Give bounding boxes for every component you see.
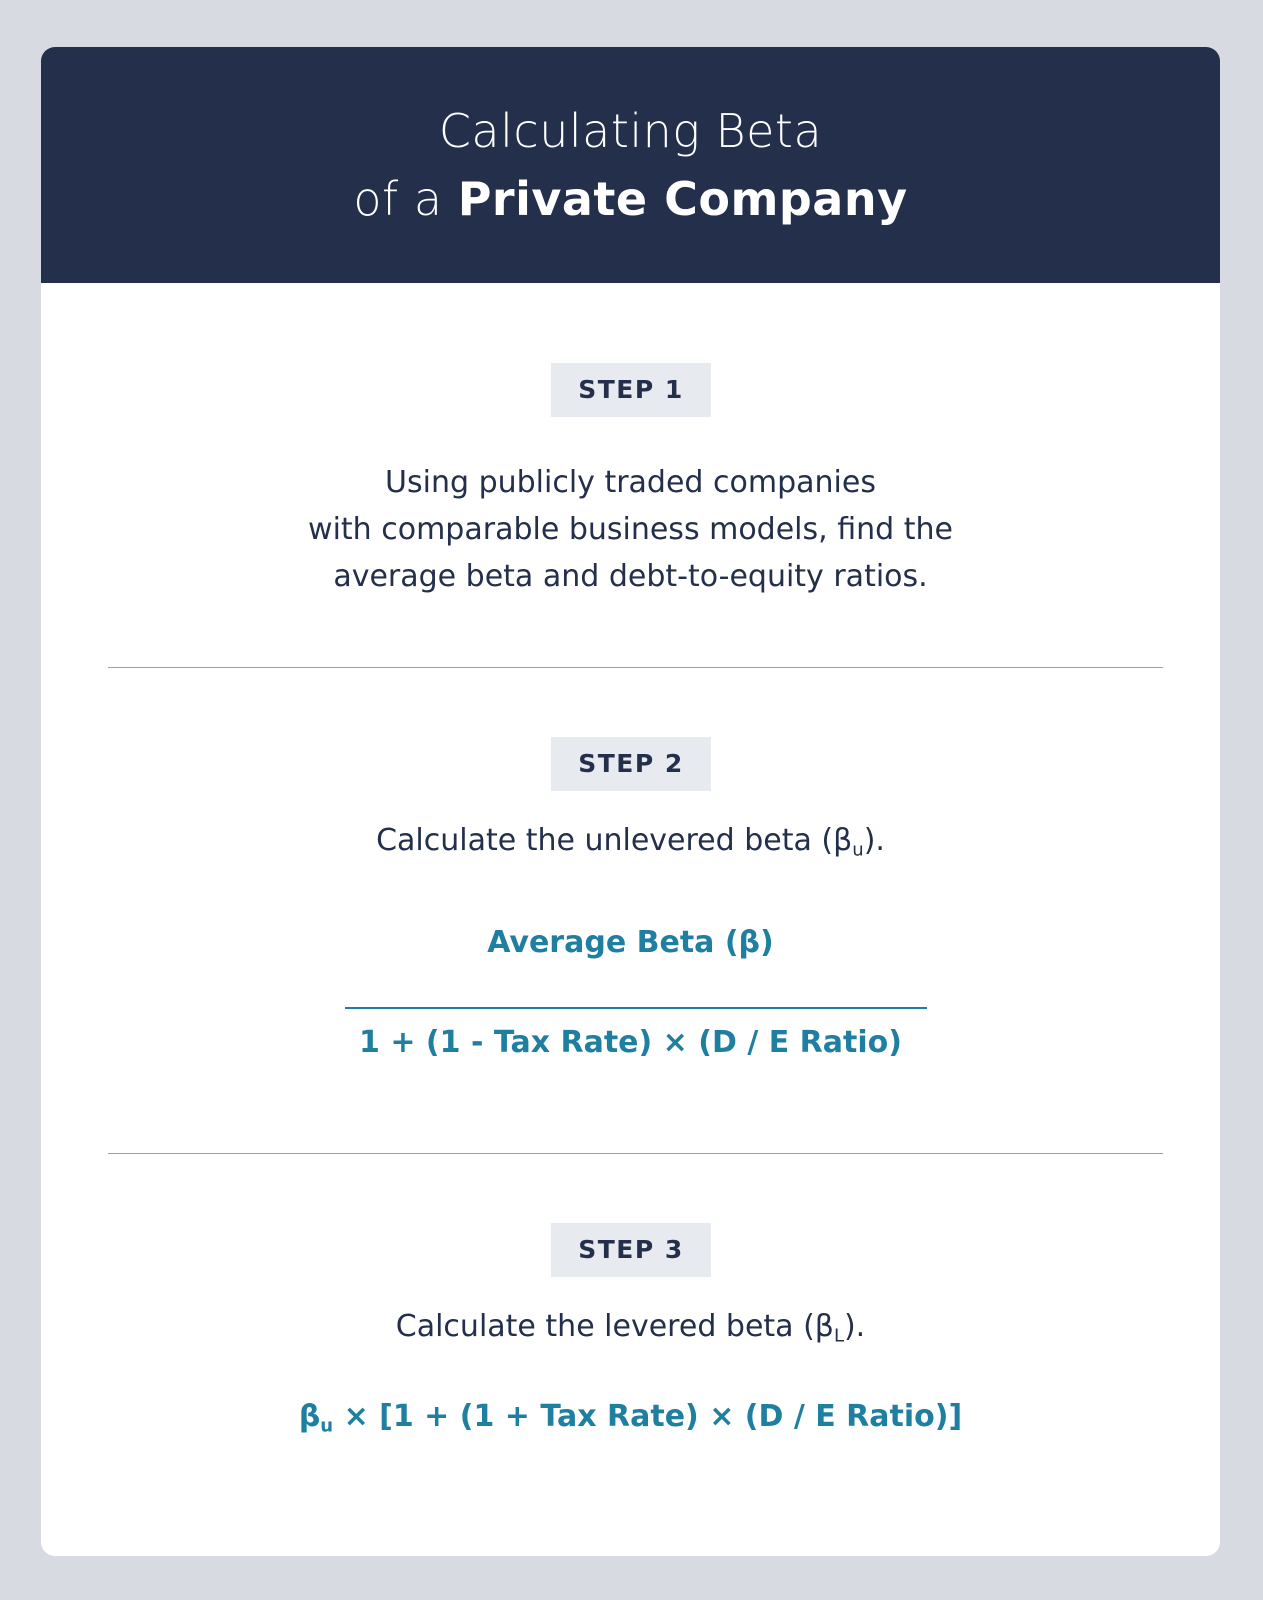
divider-1: [108, 667, 1163, 668]
infographic-card: [41, 47, 1220, 1556]
step-3-text-suffix: ).: [843, 1309, 866, 1344]
step-2-text-sub: u: [852, 839, 864, 861]
levered-formula-suffix: × [1 + (1 + Tax Rate) × (D / E Ratio)]: [333, 1399, 963, 1434]
step-1-text: [41, 459, 1220, 600]
title-prefix: of a: [353, 172, 443, 226]
step-3-text: [41, 1303, 1220, 1350]
step-2-text-suffix: ).: [863, 823, 885, 858]
step-1-line-1: Using publicly traded companies: [385, 465, 876, 500]
step-1-line-2: with comparable business models, find the: [308, 512, 953, 547]
step-3-text-prefix: Calculate the levered beta (β: [395, 1309, 834, 1344]
step-2-text-prefix: Calculate the unlevered beta (β: [376, 823, 853, 858]
title-line-2: [41, 169, 1220, 229]
step-2-text: [41, 817, 1220, 864]
divider-2: [108, 1153, 1163, 1154]
levered-formula-sub: u: [320, 1415, 334, 1437]
step-2-badge: STEP 2: [551, 737, 711, 791]
unlevered-denominator: 1 + (1 - Tax Rate) × (D / E Ratio): [359, 1025, 902, 1060]
header-banner: [41, 47, 1220, 283]
levered-formula: [41, 1397, 1220, 1437]
unlevered-numerator: Average Beta (β): [487, 925, 774, 960]
title-bold: Private Company: [457, 172, 908, 226]
step-1-badge: STEP 1: [551, 363, 711, 417]
title-line-1: Calculating Beta: [438, 104, 823, 158]
step-3-badge: STEP 3: [551, 1223, 711, 1277]
step-3-text-sub: L: [833, 1325, 844, 1347]
fraction-bar: [345, 1007, 927, 1009]
step-1-line-3: average beta and debt-to-equity ratios.: [333, 559, 928, 594]
levered-formula-prefix: β: [298, 1399, 321, 1434]
